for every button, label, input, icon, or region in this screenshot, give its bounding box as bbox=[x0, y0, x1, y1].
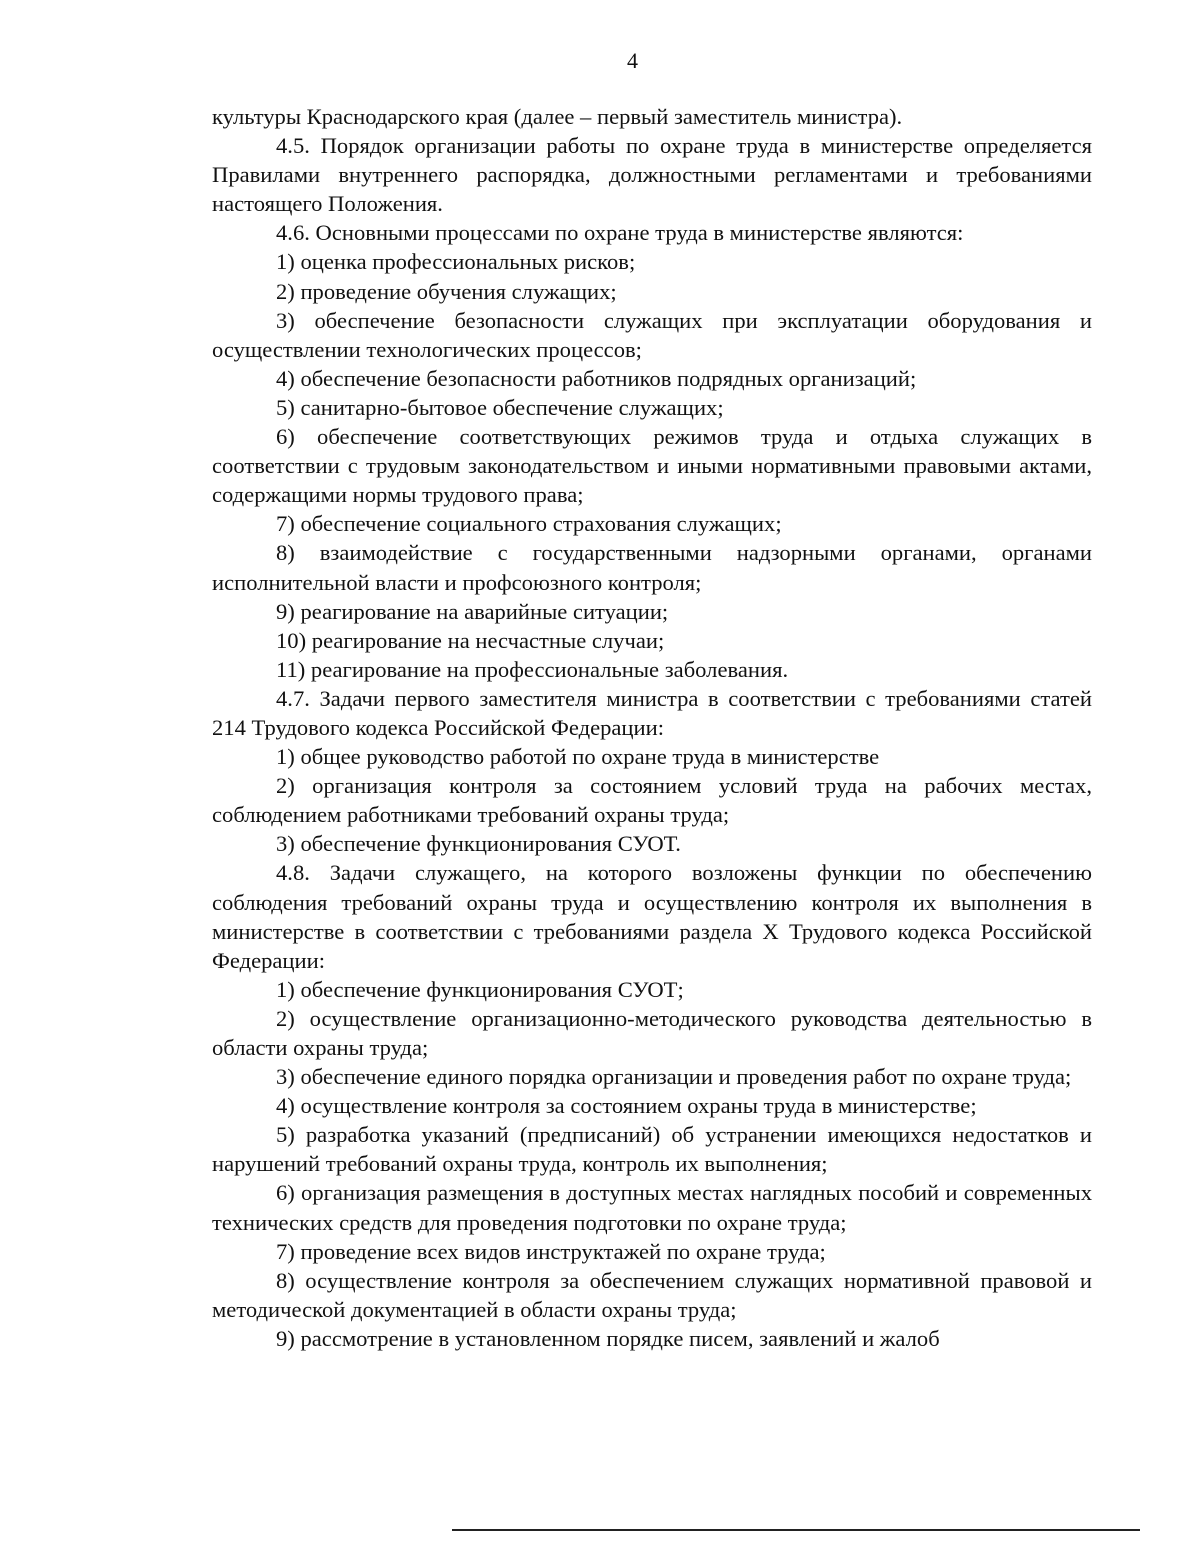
list-item: 6) обеспечение соответствующих режимов труда и отдыха служащих в соответствии с трудовым законодательством и иными нормативными правовыми актами, содержащими нормы трудового права; bbox=[212, 424, 1092, 508]
paragraph-4-7: 4.7. Задачи первого заместителя министра в соответствии с требованиями статей 214 Трудового кодекса Российской Федерации: bbox=[212, 685, 1092, 740]
list-item: 8) осуществление контроля за обеспечением служащих нормативной правовой и методической документацией в области охраны труда; bbox=[212, 1267, 1092, 1322]
list-item: 3) обеспечение безопасности служащих при эксплуатации оборудования и осуществлении технологических процессов; bbox=[212, 307, 1092, 362]
list-item: 4) обеспечение безопасности работников подрядных организаций; bbox=[276, 365, 917, 391]
list-item: 1) оценка профессиональных рисков; bbox=[276, 249, 636, 275]
list-item: 3) обеспечение единого порядка организации и проведения работ по охране труда; bbox=[276, 1064, 1072, 1090]
list-item: 5) санитарно-бытовое обеспечение служащих; bbox=[276, 394, 724, 420]
list-item: 1) общее руководство работой по охране труда в министерстве bbox=[276, 744, 880, 770]
list-item: 8) взаимодействие с государственными надзорными органами, органами исполнительной власти и профсоюзного контроля; bbox=[212, 540, 1092, 595]
list-item: 7) обеспечение социального страхования служащих; bbox=[276, 511, 782, 537]
list-item: 9) реагирование на аварийные ситуации; bbox=[276, 598, 669, 624]
list-item: 9) рассмотрение в установленном порядке писем, заявлений и жалоб bbox=[276, 1325, 940, 1351]
paragraph-4-8: 4.8. Задачи служащего, на которого возложены функции по обеспечению соблюдения требований охраны труда и осуществлению контроля их выполнения в министерстве в соответствии с требованиями раздела X Трудового кодекса Российской Федерации: bbox=[212, 860, 1092, 973]
paragraph-4-5: 4.5. Порядок организации работы по охране труда в министерстве определяется Правилами внутреннего распорядка, должностными регламентами и требованиями настоящего Положения. bbox=[212, 133, 1092, 217]
list-item: 4) осуществление контроля за состоянием охраны труда в министерстве; bbox=[276, 1093, 977, 1119]
list-item: 6) организация размещения в доступных местах наглядных пособий и современных технических средств для проведения подготовки по охране труда; bbox=[212, 1180, 1092, 1235]
list-item: 11) реагирование на профессиональные заболевания. bbox=[276, 656, 789, 682]
list-item: 10) реагирование на несчастные случаи; bbox=[276, 627, 665, 653]
list-item: 2) проведение обучения служащих; bbox=[276, 278, 617, 304]
paragraph-4-6: 4.6. Основными процессами по охране труда в министерстве являются: bbox=[276, 220, 964, 246]
body-text bbox=[212, 102, 1092, 1353]
list-item: 1) обеспечение функционирования СУОТ; bbox=[276, 976, 684, 1002]
list-item: 5) разработка указаний (предписаний) об устранении имеющихся недостатков и нарушений требований охраны труда, контроль их выполнения; bbox=[212, 1122, 1092, 1177]
list-item: 7) проведение всех видов инструктажей по охране труда; bbox=[276, 1238, 826, 1264]
list-item: 2) осуществление организационно-методического руководства деятельностью в области охраны труда; bbox=[212, 1005, 1092, 1060]
paragraph-continuation: культуры Краснодарского края (далее – первый заместитель министра). bbox=[212, 104, 903, 129]
footer-divider bbox=[452, 1529, 1140, 1531]
page-number: 4 bbox=[627, 48, 638, 73]
list-item: 2) организация контроля за состоянием условий труда на рабочих местах, соблюдением работниками требований охраны труда; bbox=[212, 773, 1092, 828]
list-item: 3) обеспечение функционирования СУОТ. bbox=[276, 831, 681, 857]
